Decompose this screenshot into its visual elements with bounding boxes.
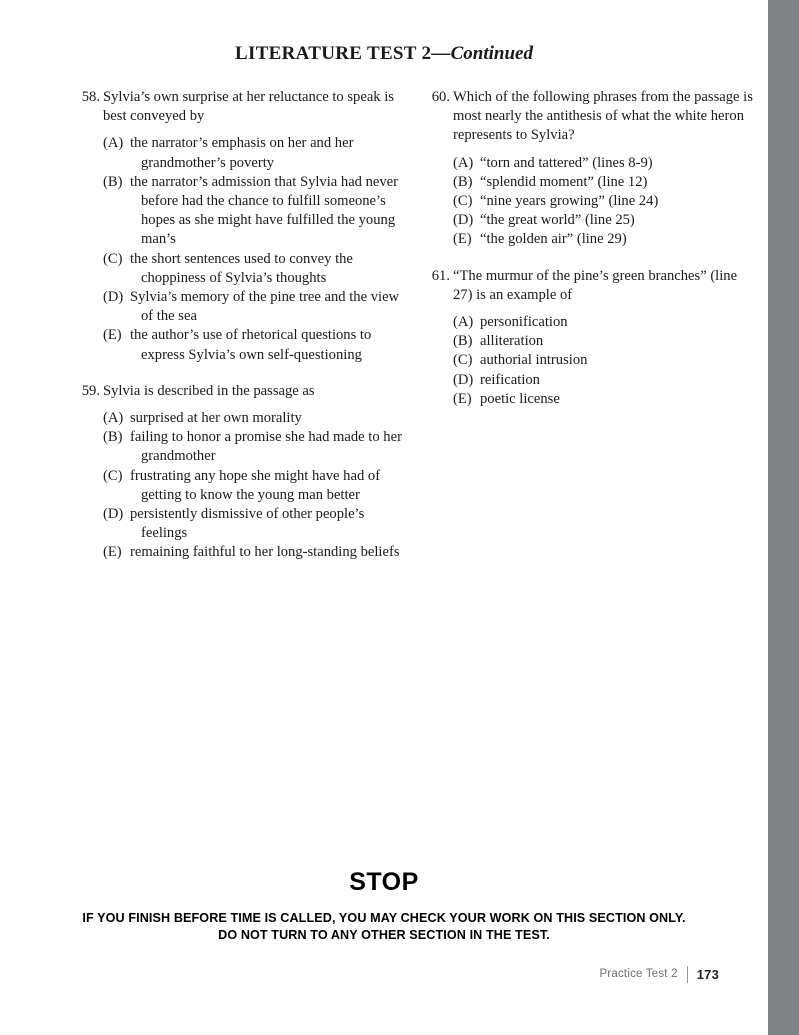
question-number: 59.: [81, 382, 100, 399]
answer-choices: [78, 409, 408, 563]
question-stem-text: Sylvia is described in the passage as: [103, 382, 315, 399]
choice-text: surprised at her own morality: [130, 410, 302, 427]
answer-choice[interactable]: [103, 173, 408, 250]
choice-text: the narrator’s emphasis on her and her grandmother’s poverty: [130, 135, 354, 171]
choice-letter: (D): [103, 506, 124, 523]
stop-instruction-line-1: IF YOU FINISH BEFORE TIME IS CALLED, YOU MAY CHECK YOUR WORK ON THIS SECTION ONLY.: [82, 911, 686, 925]
answer-choice[interactable]: [103, 543, 408, 562]
answer-choice[interactable]: [453, 390, 758, 409]
choice-letter: (A): [453, 314, 474, 331]
choice-text: remaining faithful to her long-standing beliefs: [130, 544, 400, 561]
choice-text: “nine years growing” (line 24): [480, 193, 659, 210]
choice-text: the author’s use of rhetorical questions to express Sylvia’s own self-questioning: [130, 327, 372, 363]
question-stem-text: Which of the following phrases from the passage is most nearly the antithesis of what the white heron represents to Sylvia?: [453, 89, 753, 144]
question-stem: [428, 88, 758, 146]
choice-letter: (A): [103, 410, 124, 427]
choice-letter: (B): [103, 173, 123, 190]
choice-text: authorial intrusion: [480, 352, 588, 369]
answer-choices: [428, 313, 758, 409]
choice-letter: (E): [453, 390, 472, 407]
answer-choice[interactable]: [103, 428, 408, 466]
question-number: 58.: [81, 89, 100, 105]
choice-text: alliteration: [480, 333, 544, 350]
answer-choice[interactable]: [453, 313, 758, 332]
choice-text: persistently dismissive of other people’s feelings: [130, 506, 365, 542]
question-column-left: [78, 88, 408, 580]
choice-letter: (C): [103, 467, 123, 484]
answer-choice[interactable]: [453, 154, 758, 173]
answer-choice[interactable]: [453, 230, 758, 249]
page-edge-bar: [768, 0, 799, 1035]
footer-divider: [687, 966, 688, 983]
question-59: [78, 382, 408, 563]
choice-letter: (D): [453, 212, 474, 229]
page-title: [0, 43, 768, 65]
choice-text: failing to honor a promise she had made to her grandmother: [130, 429, 402, 465]
stop-block: [0, 868, 768, 944]
answer-choice[interactable]: [103, 134, 408, 172]
answer-choice[interactable]: [103, 250, 408, 288]
question-stem-text: “The murmur of the pine’s green branches” (line 27) is an example of: [453, 267, 738, 303]
answer-choice[interactable]: [453, 351, 758, 370]
choice-letter: (E): [103, 544, 122, 561]
choice-text: personification: [480, 314, 568, 331]
choice-letter: (B): [453, 333, 473, 350]
question-stem: [428, 267, 758, 305]
question-number: 60.: [431, 89, 450, 105]
answer-choice[interactable]: [103, 409, 408, 428]
choice-letter: (B): [103, 429, 123, 446]
choice-text: frustrating any hope she might have had of getting to know the young man better: [130, 467, 381, 503]
choice-letter: (A): [453, 154, 474, 171]
question-number: 61.: [431, 267, 450, 284]
running-head-test-name: LITERATURE TEST 2: [235, 43, 432, 64]
choice-letter: (E): [103, 327, 122, 344]
answer-choice[interactable]: [453, 211, 758, 230]
running-head-dash: —: [431, 43, 451, 64]
choice-text: the narrator’s admission that Sylvia had never before had the chance to fulfill someone’s hopes as she might have fulfilled the young man’s: [130, 173, 399, 248]
choice-text: “splendid moment” (line 12): [480, 173, 648, 190]
stop-instructions: [0, 910, 768, 944]
stop-heading: STOP: [349, 868, 419, 896]
running-head-continued: Continued: [450, 43, 533, 64]
choice-letter: (C): [103, 250, 123, 267]
answer-choice[interactable]: [103, 288, 408, 326]
choice-letter: (C): [453, 352, 473, 369]
page-footer: [599, 963, 737, 985]
choice-text: “the golden air” (line 29): [480, 231, 627, 248]
choice-text: the short sentences used to convey the choppiness of Sylvia’s thoughts: [130, 250, 353, 286]
answer-choice[interactable]: [453, 371, 758, 390]
question-58: [78, 88, 408, 365]
answer-choice[interactable]: [103, 467, 408, 505]
choice-text: “torn and tattered” (lines 8-9): [480, 154, 653, 171]
choice-letter: (A): [103, 135, 124, 152]
footer-test-label: Practice Test 2: [599, 968, 678, 980]
question-columns: [0, 88, 768, 608]
answer-choice[interactable]: [103, 326, 408, 364]
stop-instruction-line-2: DO NOT TURN TO ANY OTHER SECTION IN THE TEST.: [218, 928, 550, 942]
question-stem: [78, 382, 408, 401]
choice-text: reification: [480, 371, 540, 388]
choice-text: Sylvia’s memory of the pine tree and the view of the sea: [130, 289, 400, 325]
choice-letter: (D): [453, 371, 474, 388]
question-60: [428, 88, 758, 250]
choice-letter: (E): [453, 231, 472, 248]
choice-letter: (B): [453, 173, 473, 190]
question-stem-text: Sylvia’s own surprise at her reluctance to speak is best conveyed by: [103, 89, 394, 125]
question-column-right: [428, 88, 758, 426]
choice-text: poetic license: [480, 390, 560, 407]
page-number: 173: [696, 966, 719, 982]
choice-letter: (C): [453, 193, 473, 210]
question-61: [428, 267, 758, 409]
answer-choice[interactable]: [453, 173, 758, 192]
choice-text: “the great world” (line 25): [480, 212, 635, 229]
answer-choices: [428, 154, 758, 250]
answer-choice[interactable]: [453, 332, 758, 351]
answer-choice[interactable]: [103, 505, 408, 543]
answer-choice[interactable]: [453, 192, 758, 211]
question-stem: [78, 88, 408, 126]
choice-letter: (D): [103, 289, 124, 306]
answer-choices: [78, 134, 408, 364]
